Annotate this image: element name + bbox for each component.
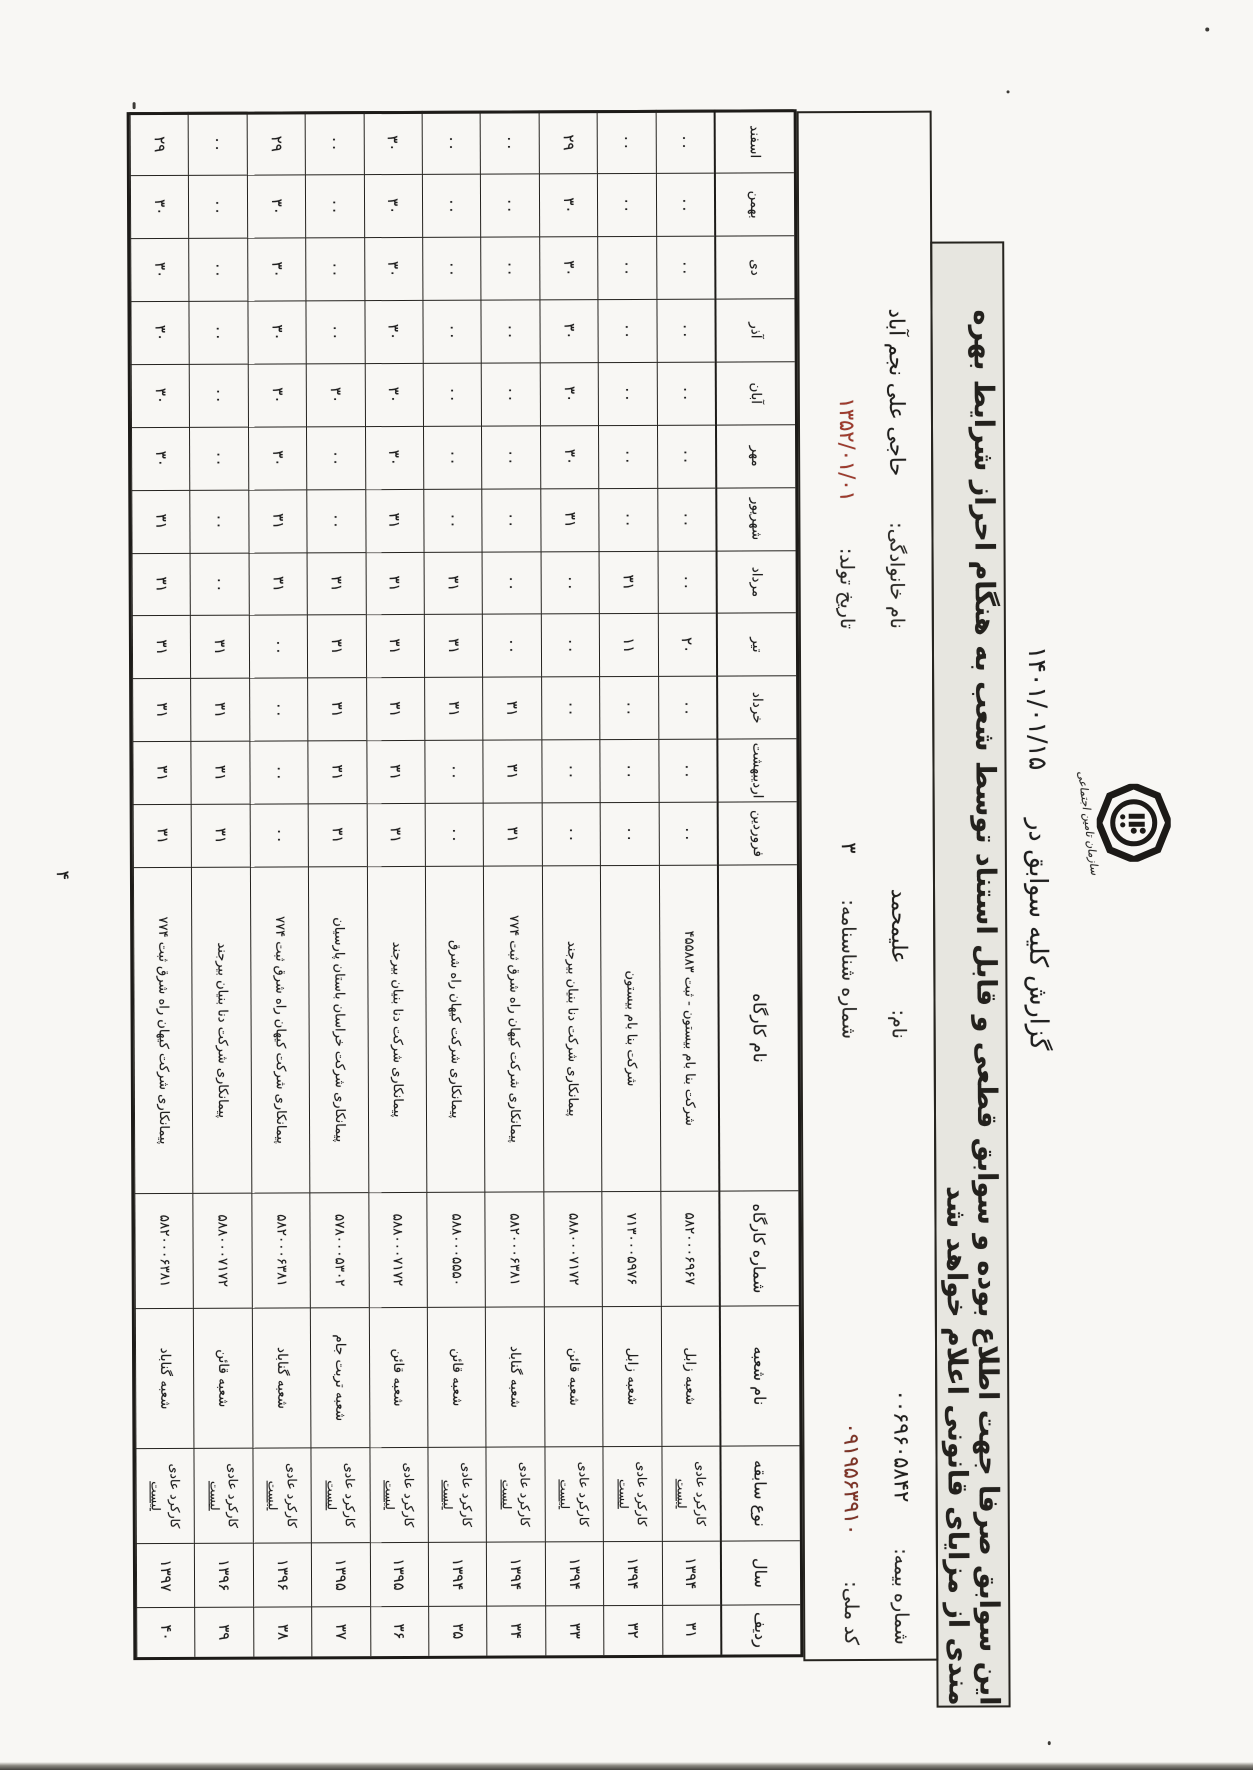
cell-row-index: ۳۸ [253, 1606, 312, 1656]
cell-month-days: ۰۰ [190, 489, 249, 552]
info-group-family [799, 249, 932, 630]
cell-workshop-name: پیمانکاری شرکت کیهان راه شرق ثبت ۷۷۴ [250, 866, 310, 1192]
cell-month-days: ۱۱ [599, 613, 658, 676]
cell-month-days: ۰۰ [658, 739, 717, 802]
cell-record-type [544, 1446, 603, 1541]
cell-month-days: ۰۰ [600, 739, 659, 802]
cell-month-days: ۰۰ [598, 425, 657, 488]
cell-month-days: ۰۰ [657, 424, 716, 487]
cell-record-type [194, 1448, 253, 1543]
insurance-no-value: ۰۰۶۹۶۰۵۸۴۲ [889, 1389, 914, 1503]
cell-month-days: ۲۹ [246, 112, 305, 175]
cell-workshop-name: پیمانکاری شرکت کیهان راه شرق [425, 866, 485, 1192]
cell-year: ۱۳۹۴ [428, 1542, 487, 1606]
cell-month-days: ۰۰ [656, 173, 715, 236]
disclaimer-text: این سوابق صرفا جهت اطلاع بوده و سوابق قطعی و قابل استناد توسط شعب به هنگام احراز شرایط بهره مندی از مزایای قانونی اعلام خواهد شد [940, 309, 1005, 1706]
id-card-value: ۳ [836, 842, 861, 854]
cell-month-days: ۰۰ [656, 361, 715, 424]
cell-record-type [603, 1446, 662, 1541]
cell-month-days: ۰۰ [249, 615, 308, 678]
record-type-line1: کارکرد عادی [401, 1462, 417, 1528]
col-header-month: فروردین [717, 801, 797, 864]
cell-month-days: ۰۰ [422, 237, 481, 300]
cell-month-days: ۳۰ [247, 300, 306, 363]
cell-month-days: ۰۰ [657, 550, 716, 613]
cell-month-days: ۰۰ [600, 802, 659, 865]
record-type-line2: لیست [382, 1480, 397, 1510]
cell-record-type [311, 1447, 370, 1542]
cell-month-days: ۰۰ [598, 362, 657, 425]
cell-branch: شعبه گناباد [485, 1306, 544, 1446]
cell-month-days: ۰۰ [482, 488, 541, 551]
first-name-value: علیمحمد [887, 888, 912, 964]
cell-month-days: ۰۰ [249, 741, 308, 804]
cell-month-days: ۳۱ [132, 678, 191, 741]
col-header-workshop-name: نام کارگاه [717, 864, 798, 1190]
cell-month-days: ۰۰ [597, 173, 656, 236]
scan-speck [1205, 27, 1209, 31]
cell-month-days: ۰۰ [657, 487, 716, 550]
cell-month-days: ۰۰ [249, 678, 308, 741]
cell-year: ۱۳۹۶ [194, 1543, 253, 1607]
insurance-no-line [889, 1389, 914, 1644]
cell-month-days: ۰۰ [189, 426, 248, 489]
cell-row-index: ۳۱ [662, 1605, 721, 1655]
cell-month-days: ۰۰ [658, 802, 717, 865]
last-name-line [884, 309, 909, 629]
cell-workshop-name: شرکت بنا بام بیستون [600, 865, 660, 1191]
cell-month-days: ۳۱ [424, 551, 483, 614]
cell-year: ۱۳۹۶ [253, 1542, 312, 1606]
scan-speck [1007, 90, 1010, 93]
cell-month-days: ۰۰ [481, 236, 540, 299]
cell-month-days: ۰۰ [480, 111, 539, 174]
disclaimer-bar [930, 241, 1010, 1707]
cell-workshop-name: شرکت بنا بام بیستون - ثبت ۴۵۵۸۸۳ [659, 865, 719, 1191]
org-logo-caption: سازمان تامین اجتماعی [1075, 770, 1102, 876]
cell-month-days: ۳۱ [132, 741, 191, 804]
record-type-line1: کارکرد عادی [167, 1463, 183, 1529]
record-type-line2: لیست [616, 1479, 631, 1509]
cell-month-days: ۰۰ [188, 112, 247, 175]
cell-month-days: ۰۰ [480, 174, 539, 237]
cell-workshop-no: ۵۸۲۰۰۰۶۳۸۱ [134, 1193, 193, 1308]
cell-month-days: ۳۰ [247, 237, 306, 300]
cell-workshop-no: ۵۸۲۰۰۰۶۹۶۷ [660, 1191, 719, 1306]
cell-workshop-no: ۵۸۲۰۰۰۶۳۸۱ [251, 1192, 310, 1307]
id-card-label: شماره شناسنامه: [837, 899, 860, 1040]
cell-month-days: ۰۰ [305, 174, 364, 237]
cell-row-index: ۳۴ [487, 1605, 546, 1655]
cell-record-type [486, 1446, 545, 1541]
cell-workshop-no: ۵۷۸۰۰۰۵۳۰۲ [310, 1192, 369, 1307]
cell-workshop-no: ۵۸۲۰۰۰۶۳۸۱ [485, 1191, 544, 1306]
cell-month-days: ۳۰ [131, 427, 190, 490]
cell-record-type [369, 1447, 428, 1542]
cell-row-index: ۳۶ [370, 1606, 429, 1656]
cell-month-days: ۳۱ [132, 552, 191, 615]
cell-month-days: ۳۱ [191, 804, 250, 867]
report-title-row [1020, 0, 1056, 1698]
scan-edge-shadow [0, 1762, 1253, 1770]
cell-month-days: ۰۰ [306, 300, 365, 363]
insurance-no-label: شماره بیمه: [889, 1548, 913, 1645]
col-header-record-type: نوع سابقه [719, 1445, 799, 1540]
cell-branch: شعبه قائن [193, 1308, 252, 1448]
cell-month-days: ۰۰ [190, 552, 249, 615]
cell-year: ۱۳۹۴ [661, 1541, 720, 1605]
col-header-branch: نام شعبه [719, 1305, 800, 1445]
col-header-month: خرداد [716, 676, 796, 739]
cell-month-days: ۰۰ [189, 301, 248, 364]
cell-month-days: ۰۰ [541, 802, 600, 865]
col-header-month: مرداد [716, 550, 796, 613]
cell-month-days: ۳۰ [306, 363, 365, 426]
cell-month-days: ۰۰ [306, 489, 365, 552]
cell-month-days: ۳۱ [365, 551, 424, 614]
record-type-line2: لیست [207, 1480, 222, 1511]
cell-month-days: ۳۱ [248, 489, 307, 552]
cell-month-days: ۰۰ [481, 362, 540, 425]
last-name-value: حاجی علی نجم آباد [884, 308, 910, 477]
record-type-line1: کارکرد عادی [226, 1463, 242, 1529]
record-type-line2: لیست [265, 1480, 280, 1511]
cell-year: ۱۳۹۷ [136, 1543, 195, 1607]
cell-workshop-name: پیمانکاری شرکت دنا بنیان بیرجند [542, 865, 602, 1191]
cell-month-days: ۳۱ [307, 552, 366, 615]
birth-date-label: تاریخ تولد: [835, 547, 858, 630]
cell-month-days: ۰۰ [482, 614, 541, 677]
cell-month-days: ۳۰ [130, 301, 189, 364]
cell-month-days: ۰۰ [189, 364, 248, 427]
cell-workshop-name: پیمانکاری شرکت خراسان باستان پارسیان [308, 866, 368, 1192]
personal-info-box [797, 111, 939, 1662]
cell-month-days: ۰۰ [423, 425, 482, 488]
cell-month-days: ۳۰ [363, 111, 422, 174]
cell-month-days: ۰۰ [423, 488, 482, 551]
cell-month-days: ۰۰ [541, 614, 600, 677]
cell-record-type [661, 1446, 720, 1541]
cell-month-days: ۳۱ [424, 677, 483, 740]
cell-month-days: ۰۰ [306, 426, 365, 489]
cell-month-days: ۲۹ [538, 110, 597, 173]
cell-branch: شعبه گناباد [135, 1308, 194, 1448]
cell-month-days: ۳۰ [248, 363, 307, 426]
cell-record-type [427, 1447, 486, 1542]
cell-month-days: ۳۰ [364, 174, 423, 237]
cell-year: ۱۳۹۴ [603, 1541, 662, 1605]
first-name-line [887, 889, 912, 1039]
records-table [127, 109, 804, 1660]
cell-workshop-name: پیمانکاری شرکت کیهان راه شرق ثبت ۷۷۴ [483, 865, 543, 1191]
cell-month-days: ۰۰ [656, 236, 715, 299]
cell-branch: شعبه قائن [368, 1307, 427, 1447]
record-type-line1: کارکرد عادی [634, 1461, 651, 1527]
report-date: ۱۴۰۱/۰۱/۱۵ [1022, 645, 1053, 771]
birth-date-value: ۱۳۵۲/۰۱/۰۱ [834, 397, 860, 502]
cell-workshop-name: پیمانکاری شرکت دنا بنیان بیرجند [367, 866, 427, 1192]
cell-workshop-name: پیمانکاری شرکت دنا بنیان بیرجند [191, 867, 251, 1193]
record-type-line1: کارکرد عادی [693, 1461, 709, 1527]
cell-row-index: ۳۳ [545, 1605, 604, 1655]
cell-month-days: ۰۰ [423, 363, 482, 426]
col-header-month: اردیبهشت [716, 738, 796, 801]
cell-month-days: ۳۰ [364, 300, 423, 363]
cell-month-days: ۳۱ [424, 614, 483, 677]
national-id-line [839, 1422, 864, 1645]
cell-month-days: ۰۰ [597, 110, 656, 173]
cell-month-days: ۳۱ [133, 804, 192, 867]
cell-month-days: ۰۰ [305, 111, 364, 174]
record-type-line1: کارکرد عادی [459, 1462, 475, 1528]
cell-month-days: ۰۰ [189, 238, 248, 301]
cell-branch: شعبه گناباد [252, 1307, 311, 1447]
record-type-line2: لیست [148, 1481, 164, 1511]
cell-month-days: ۳۱ [307, 677, 366, 740]
cell-month-days: ۳۰ [539, 173, 598, 236]
record-type-line1: کارکرد عادی [284, 1463, 300, 1528]
col-header-month: شهریور [715, 487, 795, 550]
col-header-row: ردیف [720, 1604, 800, 1654]
cell-month-days: ۳۱ [307, 615, 366, 678]
cell-month-days: ۳۱ [599, 550, 658, 613]
org-logo-block [1075, 758, 1171, 888]
cell-month-days: ۰۰ [481, 425, 540, 488]
cell-month-days: ۳۱ [366, 677, 425, 740]
col-header-month: مهر [715, 424, 795, 487]
cell-month-days: ۳۱ [366, 740, 425, 803]
birth-date-line [835, 397, 860, 629]
cell-month-days: ۳۰ [130, 175, 189, 238]
cell-branch: شعبه زابل [660, 1306, 719, 1446]
cell-month-days: ۰۰ [540, 551, 599, 614]
cell-month-days: ۰۰ [422, 300, 481, 363]
col-header-month: اسفند [714, 110, 794, 173]
cell-record-type [252, 1447, 311, 1542]
cell-workshop-no: ۵۸۸۰۰۰۷۱۷۲ [543, 1191, 602, 1306]
cell-month-days: ۰۰ [658, 676, 717, 739]
id-card-line [837, 842, 862, 1039]
cell-year: ۱۳۹۴ [486, 1541, 545, 1605]
cell-month-days: ۰۰ [656, 299, 715, 362]
first-name-label: نام: [887, 1009, 910, 1039]
cell-month-days: ۰۰ [598, 488, 657, 551]
cell-month-days: ۳۰ [247, 175, 306, 238]
cell-month-days: ۳۱ [191, 741, 250, 804]
cell-row-index: ۳۲ [603, 1605, 662, 1655]
cell-month-days: ۳۰ [540, 362, 599, 425]
info-group-insurance [804, 1245, 937, 1646]
scan-speck [133, 102, 136, 109]
col-header-workshop-no: شماره کارگاه [718, 1190, 799, 1305]
social-security-org-icon [1097, 784, 1171, 862]
cell-month-days: ۰۰ [424, 740, 483, 803]
info-group-name [801, 709, 933, 1040]
record-type-line1: کارکرد عادی [342, 1462, 359, 1528]
record-type-line1: کارکرد عادی [576, 1461, 592, 1527]
cell-branch: شعبه قائن [427, 1307, 486, 1447]
cell-month-days: ۳۱ [131, 490, 190, 553]
national-id-label: کد ملی: [840, 1581, 863, 1646]
cell-workshop-no: ۵۸۸۰۰۰۵۵۵۰ [426, 1192, 485, 1307]
cell-month-days: ۳۰ [539, 299, 598, 362]
record-type-line1: کارکرد عادی [518, 1462, 534, 1527]
cell-month-days: ۳۱ [190, 678, 249, 741]
cell-month-days: ۳۰ [364, 363, 423, 426]
cell-month-days: ۰۰ [597, 236, 656, 299]
cell-month-days: ۰۰ [655, 110, 714, 173]
cell-workshop-no: ۵۸۸۰۰۰۷۱۷۲ [193, 1193, 252, 1308]
cell-year: ۱۳۹۴ [545, 1541, 604, 1605]
cell-row-index: ۳۹ [195, 1607, 254, 1657]
report-title: گزارش کلیه سوابق در [1023, 818, 1054, 1051]
cell-year: ۱۳۹۵ [311, 1542, 370, 1606]
cell-month-days: ۰۰ [425, 803, 484, 866]
cell-month-days: ۳۰ [131, 364, 190, 427]
last-name-label: نام خانوادگی: [885, 522, 908, 629]
cell-month-days: ۳۰ [364, 237, 423, 300]
cell-year: ۱۳۹۵ [369, 1542, 428, 1606]
national-id-value: ۰۹۱۹۵۶۳۹۱۰ [839, 1422, 864, 1536]
cell-row-index: ۴۰ [136, 1607, 195, 1657]
cell-month-days: ۳۱ [190, 615, 249, 678]
cell-record-type [135, 1448, 194, 1543]
record-type-line2: لیست [674, 1478, 689, 1509]
cell-month-days: ۳۱ [365, 489, 424, 552]
cell-month-days: ۰۰ [305, 237, 364, 300]
cell-month-days: ۳۱ [132, 615, 191, 678]
cell-month-days: ۰۰ [599, 676, 658, 739]
cell-month-days: ۳۱ [540, 488, 599, 551]
cell-month-days: ۲۹ [130, 112, 189, 175]
cell-month-days: ۳۱ [365, 614, 424, 677]
cell-month-days: ۳۰ [130, 238, 189, 301]
cell-branch: شعبه قائن [544, 1306, 603, 1446]
cell-month-days: ۳۱ [482, 677, 541, 740]
cell-month-days: ۳۰ [248, 426, 307, 489]
cell-month-days: ۳۱ [308, 803, 367, 866]
page-number: ۴ [51, 870, 73, 881]
cell-month-days: ۰۰ [249, 803, 308, 866]
cell-branch: شعبه زابل [602, 1306, 661, 1446]
cell-row-index: ۳۵ [428, 1606, 487, 1656]
cell-month-days: ۰۰ [422, 111, 481, 174]
cell-row-index: ۳۷ [311, 1606, 370, 1656]
scan-speck [1048, 1741, 1051, 1745]
cell-month-days: ۳۰ [365, 426, 424, 489]
col-header-year: سال [720, 1540, 800, 1604]
col-header-month: دی [714, 235, 794, 298]
cell-month-days: ۰۰ [422, 174, 481, 237]
cell-month-days: ۳۱ [366, 803, 425, 866]
cell-month-days: ۰۰ [598, 299, 657, 362]
cell-month-days: ۰۰ [482, 551, 541, 614]
col-header-month: آذر [714, 298, 794, 361]
cell-workshop-name: پیمانکاری شرکت کیهان راه شرق ثبت ۷۷۴ [133, 867, 193, 1193]
record-type-line2: لیست [499, 1479, 514, 1510]
record-type-line2: لیست [324, 1480, 339, 1511]
col-header-month: بهمن [714, 172, 794, 235]
cell-month-days: ۳۰ [539, 236, 598, 299]
col-header-month: تیر [716, 613, 796, 676]
cell-month-days: ۳۱ [248, 552, 307, 615]
record-type-line2: لیست [440, 1479, 456, 1510]
cell-month-days: ۳۱ [308, 740, 367, 803]
record-type-line2: لیست [557, 1479, 572, 1510]
cell-month-days: ۳۱ [483, 802, 542, 865]
col-header-month: آبان [715, 361, 795, 424]
cell-workshop-no: ۷۱۳۰۰۰۵۹۷۶ [602, 1191, 661, 1306]
cell-month-days: ۰۰ [481, 299, 540, 362]
cell-month-days: ۰۰ [541, 676, 600, 739]
cell-month-days: ۳۰ [540, 425, 599, 488]
cell-workshop-no: ۵۸۸۰۰۰۷۱۷۲ [368, 1192, 427, 1307]
cell-month-days: ۰۰ [541, 739, 600, 802]
cell-month-days: ۳۱ [483, 740, 542, 803]
cell-month-days: ۰۰ [188, 175, 247, 238]
cell-month-days: ۲۰ [657, 613, 716, 676]
cell-branch: شعبه تربت جام [310, 1307, 369, 1447]
